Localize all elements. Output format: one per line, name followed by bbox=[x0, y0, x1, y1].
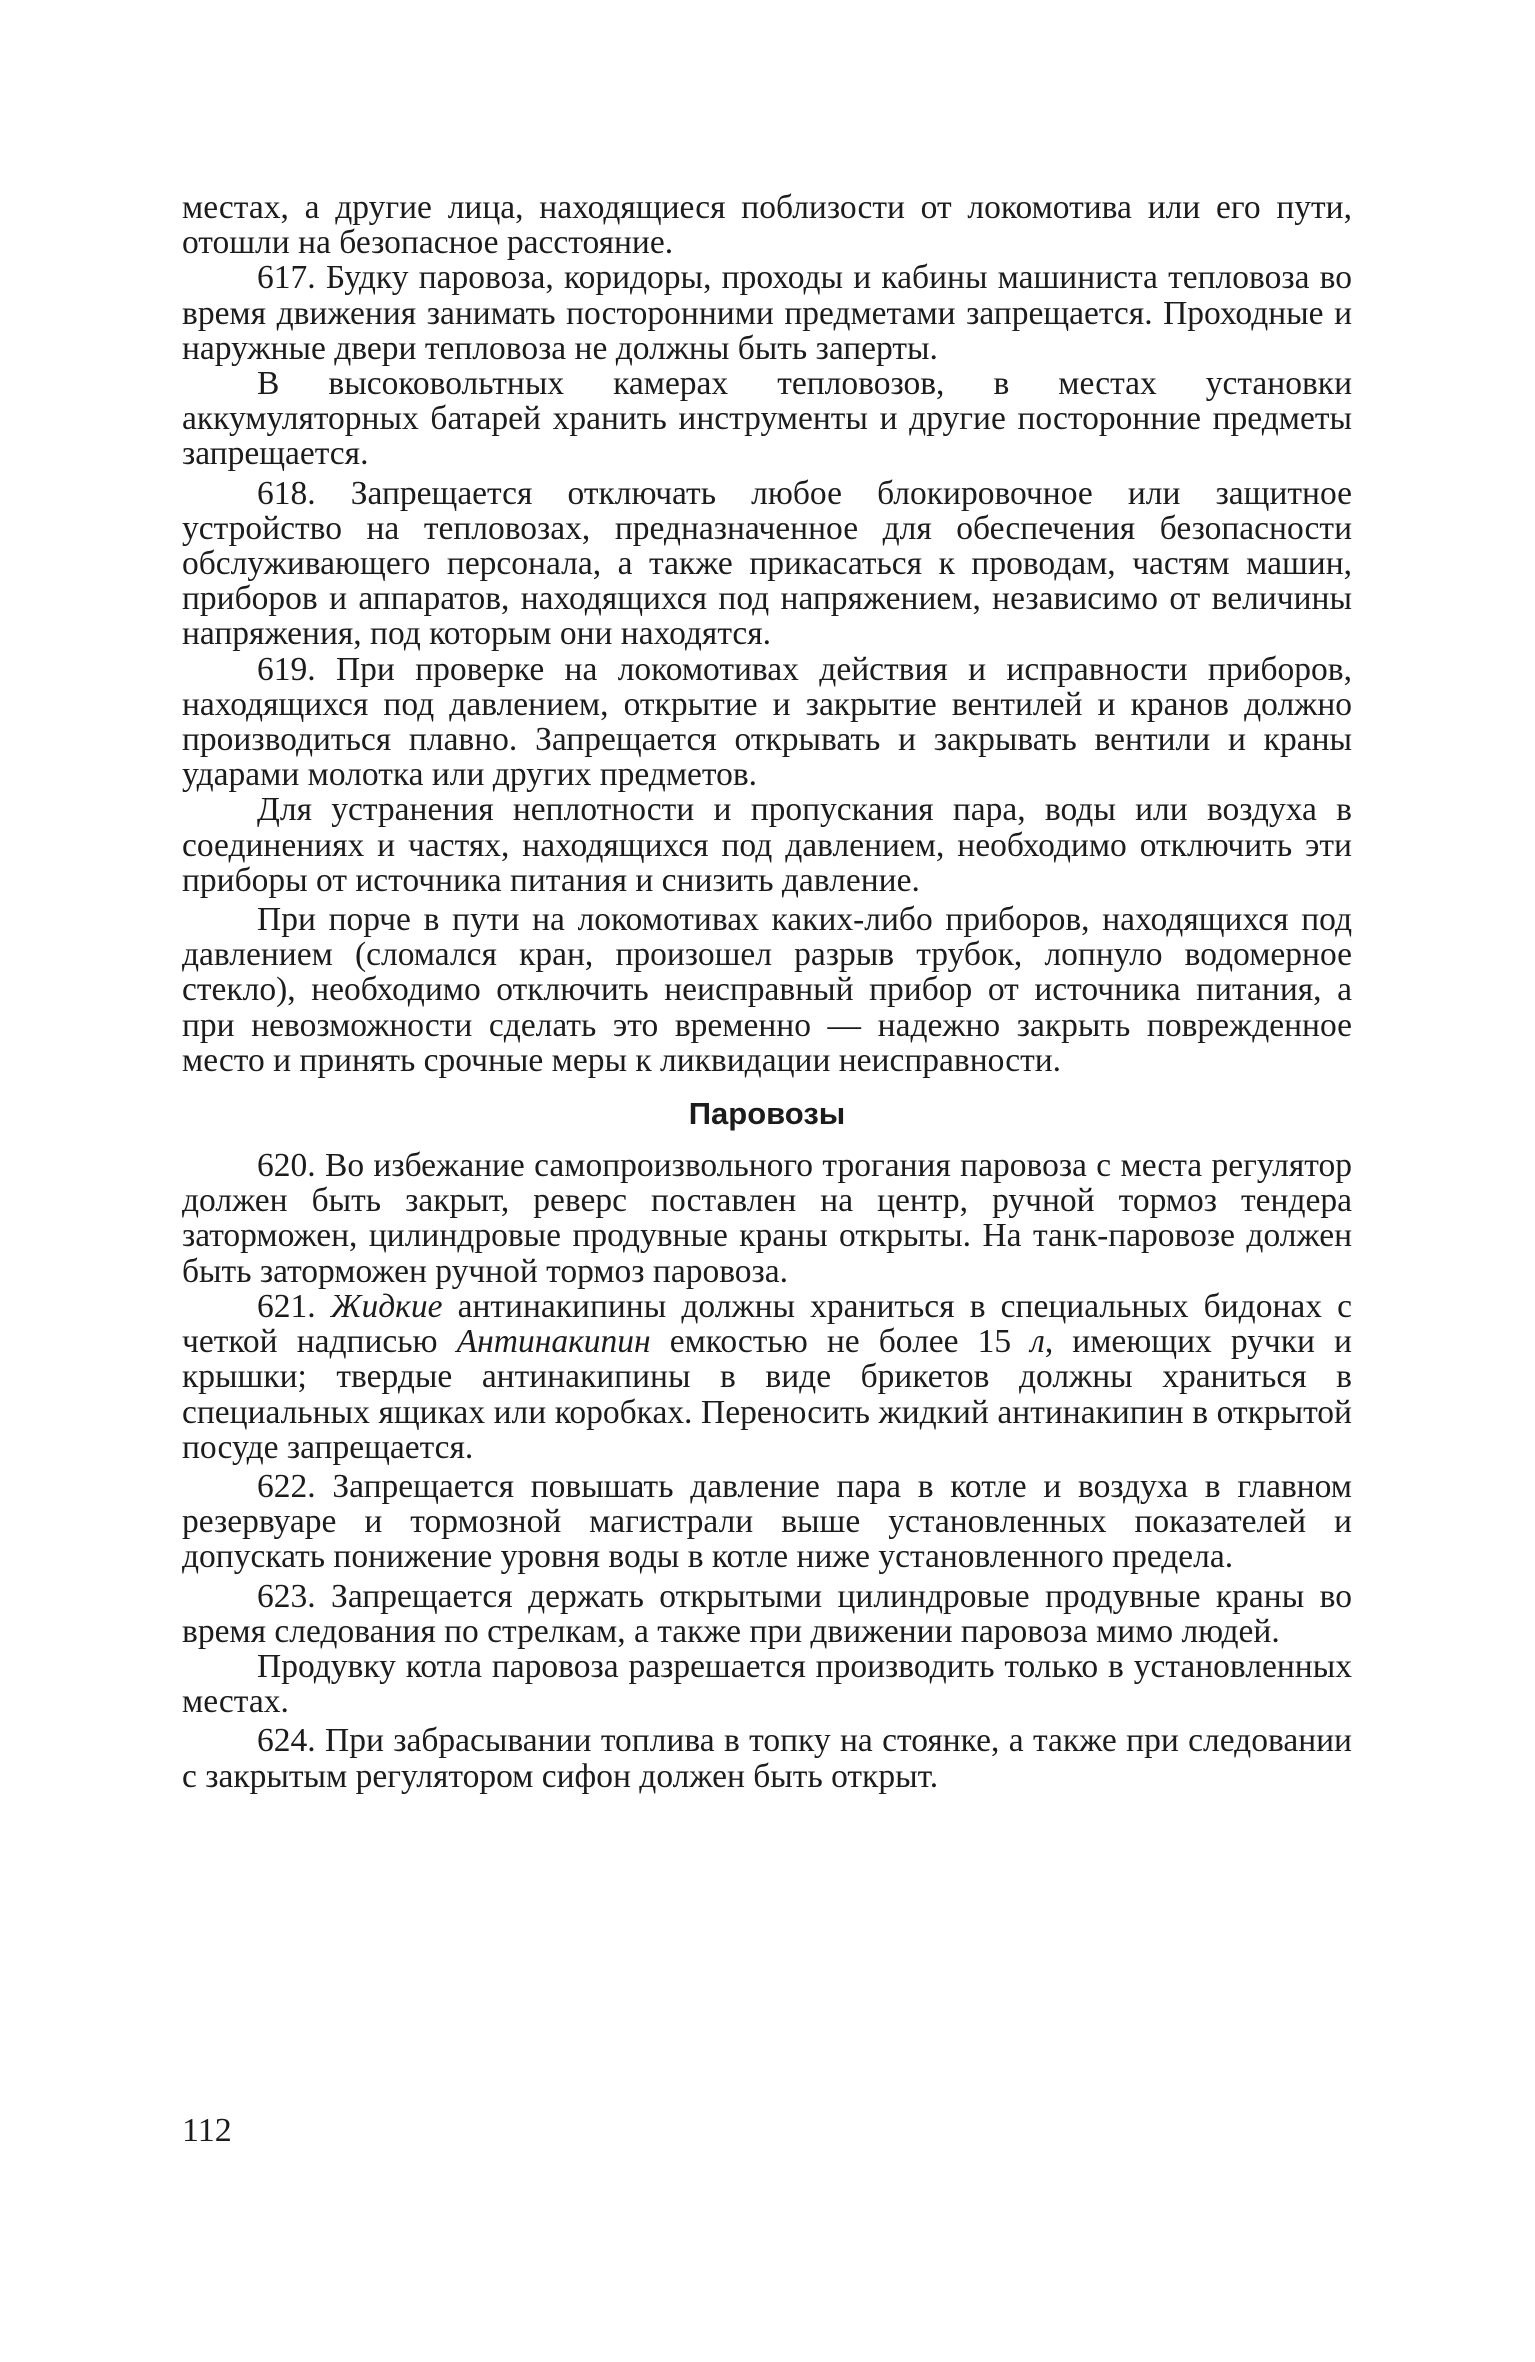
paragraph-619-damage: При порче в пути на локомотивах каких-либо приборов, находящихся под давлением (сломался кран, произошел разрыв трубок, лопнуло водомерное стекло), необходимо отключить неисправный прибор от источника питания, а при невозможности сделать это временно — надежно закрыть поврежденное место и принять срочные меры к ликвидации неисправности. bbox=[182, 901, 1352, 1079]
paragraph-617: 617. Будку паровоза, коридоры, проходы и кабины машиниста тепловоза во время движения занимать посторонними предметами запрещается. Проходные и наружные двери тепловоза не должны быть заперты. bbox=[182, 259, 1352, 367]
paragraph-623: 623. Запрещается держать открытыми цилиндровые продувные краны во время следования по стрелкам, а также при движении паровоза мимо людей. bbox=[182, 1577, 1352, 1650]
paragraph-617-high-voltage: В высоковольтных камерах тепловозов, в местах установки аккумуляторных батарей хранить инструменты и другие посторонние предметы запрещается. bbox=[182, 365, 1352, 473]
paragraph-621-italic-liquid: Жидкие bbox=[330, 1287, 443, 1325]
page-body bbox=[182, 190, 1352, 1794]
paragraph-continuation: местах, а другие лица, находящиеся поблизости от локомотива или его пути, отошли на безопасное расстояние. bbox=[182, 189, 1352, 262]
paragraph-621-italic-label: Антинакипин bbox=[456, 1323, 651, 1361]
paragraph-621-unit: л bbox=[1030, 1323, 1045, 1361]
page-number: 112 bbox=[182, 2112, 232, 2149]
paragraph-618: 618. Запрещается отключать любое блокировочное или защитное устройство на тепловозах, предназначенное для обеспечения безопасности обслуживающего персонала, а также прикасаться к проводам, частям машин, приборов и аппаратов, находящихся под напряжением, независимо от величины напряжения, под которым они находятся. bbox=[182, 474, 1352, 653]
paragraph-619-leaks: Для устранения неплотности и пропускания пара, воды или воздуха в соединениях и частях, находящихся под давлением, необходимо отключить эти приборы от источника питания и снизить давление. bbox=[182, 791, 1352, 899]
paragraph-621-tail: , имеющих ручки и крышки; твердые антинакипины в виде брикетов должны храниться в специальных ящиках или коробках. Переносить жидкий антинакипин в открытой посуде запрещается. bbox=[182, 1323, 1352, 1466]
paragraph-622: 622. Запрещается повышать давление пара в котле и воздуха в главном резервуаре и тормозной магистрали выше установленных показателей и допускать понижение уровня воды в котле ниже установленного предела. bbox=[182, 1467, 1352, 1576]
section-heading-steam-locomotives: Паровозы bbox=[688, 1096, 846, 1132]
paragraph-620: 620. Во избежание самопроизвольного трогания паровоза с места регулятор должен быть закрыт, реверс поставлен на центр, ручной тормоз тендера заторможен, цилиндровые продувные краны открыты. На танк-паровозе должен быть заторможен ручной тормоз паровоза. bbox=[182, 1147, 1352, 1290]
paragraph-621-mid: антинакипины должны храниться в специальных бидонах с четкой надписью bbox=[182, 1287, 1353, 1361]
paragraph-621 bbox=[182, 1289, 1352, 1465]
paragraph-621-rest: емкостью не более 15 bbox=[650, 1323, 1031, 1361]
paragraph-624: 624. При забрасывании топлива в топку на стоянке, а также при следовании с закрытым регулятором сифон должен быть открыт. bbox=[182, 1722, 1352, 1795]
paragraph-621-number: 621. bbox=[257, 1287, 331, 1325]
paragraph-619: 619. При проверке на локомотивах действия и исправности приборов, находящихся под давлением, открытие и закрытие вентилей и кранов должно производиться плавно. Запрещается открывать и закрывать вентили и краны ударами молотка или других предметов. bbox=[182, 650, 1352, 794]
paragraph-623-blowdown: Продувку котла паровоза разрешается производить только в установленных местах. bbox=[182, 1647, 1352, 1721]
